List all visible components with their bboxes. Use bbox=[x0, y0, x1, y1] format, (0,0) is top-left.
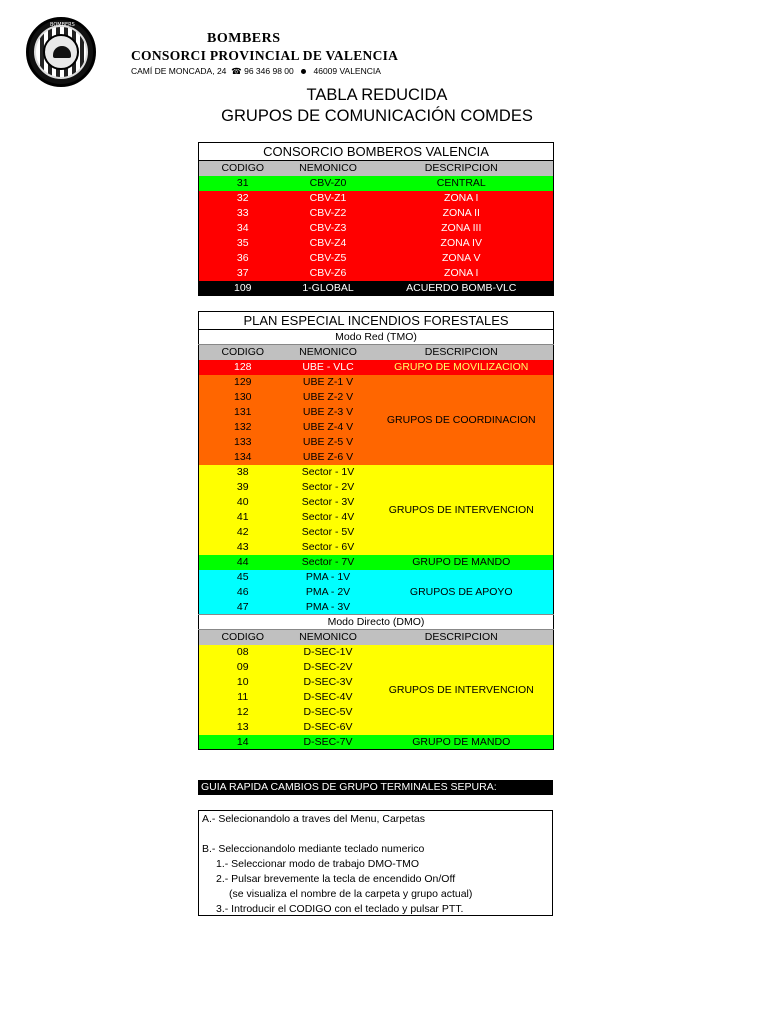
group-description-cell: GRUPO DE MANDO bbox=[370, 735, 554, 750]
guide-box bbox=[198, 810, 553, 916]
org-name: BOMBERS bbox=[207, 31, 281, 46]
org-subtitle: CONSORCI PROVINCIAL DE VALENCIA bbox=[131, 48, 399, 63]
codigo-cell: 133 bbox=[199, 435, 287, 450]
guide-line-b: B.- Seleccionandolo mediante teclado numerico bbox=[202, 843, 425, 855]
codigo-cell: 47 bbox=[199, 600, 287, 615]
nemonico-cell: D-SEC-2V bbox=[287, 660, 370, 675]
codigo-cell: 109 bbox=[199, 281, 287, 296]
group-description-cell: GRUPOS DE COORDINACION bbox=[370, 375, 554, 465]
phone-text: 96 346 98 00 bbox=[244, 66, 294, 76]
nemonico-cell: D-SEC-1V bbox=[287, 645, 370, 660]
table-row bbox=[199, 281, 554, 296]
table-row bbox=[199, 191, 554, 206]
helmet-icon bbox=[53, 46, 71, 58]
group-description-cell: GRUPOS DE INTERVENCION bbox=[370, 465, 554, 555]
codigo-cell: 09 bbox=[199, 660, 287, 675]
org-address-line bbox=[131, 66, 381, 77]
nemonico-cell: CBV-Z3 bbox=[287, 221, 370, 236]
codigo-cell: 36 bbox=[199, 251, 287, 266]
header-codigo: CODIGO bbox=[199, 161, 287, 176]
nemonico-cell: PMA - 3V bbox=[287, 600, 370, 615]
header-codigo: CODIGO bbox=[199, 345, 287, 360]
nemonico-cell: Sector - 6V bbox=[287, 540, 370, 555]
codigo-cell: 11 bbox=[199, 690, 287, 705]
table-row bbox=[199, 176, 554, 191]
bombers-logo bbox=[26, 17, 96, 87]
codigo-cell: 10 bbox=[199, 675, 287, 690]
nemonico-cell: CBV-Z1 bbox=[287, 191, 370, 206]
table-header bbox=[199, 630, 554, 645]
header-codigo: CODIGO bbox=[199, 630, 287, 645]
codigo-cell: 39 bbox=[199, 480, 287, 495]
nemonico-cell: D-SEC-5V bbox=[287, 705, 370, 720]
table-row bbox=[199, 735, 554, 750]
nemonico-cell: 1-GLOBAL bbox=[287, 281, 370, 296]
page-title: TABLA REDUCIDA bbox=[306, 86, 448, 104]
nemonico-cell: D-SEC-4V bbox=[287, 690, 370, 705]
mode-dmo-label: Modo Directo (DMO) bbox=[199, 615, 554, 630]
table-plan-forestales bbox=[198, 311, 554, 750]
table-row bbox=[199, 375, 554, 390]
table-row bbox=[199, 465, 554, 480]
codigo-cell: 40 bbox=[199, 495, 287, 510]
codigo-cell: 37 bbox=[199, 266, 287, 281]
nemonico-cell: UBE Z-3 V bbox=[287, 405, 370, 420]
table-title: PLAN ESPECIAL INCENDIOS FORESTALES bbox=[199, 312, 554, 330]
nemonico-cell: D-SEC-7V bbox=[287, 735, 370, 750]
nemonico-cell: CBV-Z2 bbox=[287, 206, 370, 221]
bullet-icon bbox=[301, 69, 306, 74]
codigo-cell: 33 bbox=[199, 206, 287, 221]
nemonico-cell: CBV-Z4 bbox=[287, 236, 370, 251]
table-row bbox=[199, 266, 554, 281]
descripcion-cell: CENTRAL bbox=[370, 176, 554, 191]
guide-step-3: 3.- Introducir el CODIGO con el teclado y pulsar PTT. bbox=[216, 903, 464, 915]
descripcion-cell: ZONA I bbox=[370, 191, 554, 206]
nemonico-cell: UBE Z-1 V bbox=[287, 375, 370, 390]
table-consorcio bbox=[198, 142, 554, 296]
logo-core bbox=[43, 34, 79, 70]
header-nemonico: NEMONICO bbox=[287, 161, 370, 176]
table-row bbox=[199, 221, 554, 236]
nemonico-cell: Sector - 4V bbox=[287, 510, 370, 525]
table-header bbox=[199, 161, 554, 176]
logo-text: BOMBERS bbox=[50, 22, 75, 28]
codigo-cell: 08 bbox=[199, 645, 287, 660]
postal-text: 46009 VALENCIA bbox=[313, 66, 381, 76]
nemonico-cell: Sector - 7V bbox=[287, 555, 370, 570]
codigo-cell: 31 bbox=[199, 176, 287, 191]
header-nemonico: NEMONICO bbox=[287, 345, 370, 360]
table-title: CONSORCIO BOMBEROS VALENCIA bbox=[199, 143, 554, 161]
page-subtitle: GRUPOS DE COMUNICACIÓN COMDES bbox=[221, 107, 533, 125]
codigo-cell: 129 bbox=[199, 375, 287, 390]
table-header bbox=[199, 345, 554, 360]
codigo-cell: 131 bbox=[199, 405, 287, 420]
group-description-cell: GRUPO DE MANDO bbox=[370, 555, 554, 570]
codigo-cell: 132 bbox=[199, 420, 287, 435]
nemonico-cell: D-SEC-3V bbox=[287, 675, 370, 690]
descripcion-cell: ZONA III bbox=[370, 221, 554, 236]
nemonico-cell: UBE Z-6 V bbox=[287, 450, 370, 465]
nemonico-cell: CBV-Z0 bbox=[287, 176, 370, 191]
codigo-cell: 34 bbox=[199, 221, 287, 236]
table-row bbox=[199, 251, 554, 266]
guide-step-2-note: (se visualiza el nombre de la carpeta y grupo actual) bbox=[229, 888, 473, 900]
header-descripcion: DESCRIPCION bbox=[370, 345, 554, 360]
guide-line-a: A.- Selecionandolo a traves del Menu, Carpetas bbox=[202, 813, 425, 825]
nemonico-cell: PMA - 2V bbox=[287, 585, 370, 600]
nemonico-cell: UBE Z-5 V bbox=[287, 435, 370, 450]
table-row bbox=[199, 570, 554, 585]
nemonico-cell: UBE - VLC bbox=[287, 360, 370, 375]
codigo-cell: 46 bbox=[199, 585, 287, 600]
codigo-cell: 134 bbox=[199, 450, 287, 465]
guide-title: GUIA RAPIDA CAMBIOS DE GRUPO TERMINALES SEPURA: bbox=[198, 780, 553, 795]
group-description-cell: GRUPOS DE INTERVENCION bbox=[370, 645, 554, 735]
table-row bbox=[199, 645, 554, 660]
descripcion-cell: ACUERDO BOMB-VLC bbox=[370, 281, 554, 296]
guide-step-2: 2.- Pulsar brevemente la tecla de encendido On/Off bbox=[216, 873, 456, 885]
codigo-cell: 13 bbox=[199, 720, 287, 735]
nemonico-cell: UBE Z-4 V bbox=[287, 420, 370, 435]
nemonico-cell: Sector - 2V bbox=[287, 480, 370, 495]
codigo-cell: 14 bbox=[199, 735, 287, 750]
nemonico-cell: CBV-Z6 bbox=[287, 266, 370, 281]
descripcion-cell: ZONA IV bbox=[370, 236, 554, 251]
address-text: CAMÍ DE MONCADA, 24 bbox=[131, 66, 227, 76]
codigo-cell: 35 bbox=[199, 236, 287, 251]
table-row bbox=[199, 360, 554, 375]
codigo-cell: 45 bbox=[199, 570, 287, 585]
table-row bbox=[199, 206, 554, 221]
codigo-cell: 12 bbox=[199, 705, 287, 720]
codigo-cell: 128 bbox=[199, 360, 287, 375]
header-descripcion: DESCRIPCION bbox=[370, 161, 554, 176]
codigo-cell: 44 bbox=[199, 555, 287, 570]
descripcion-cell: ZONA I bbox=[370, 266, 554, 281]
phone-icon: ☎ bbox=[231, 66, 242, 76]
table-row bbox=[199, 555, 554, 570]
nemonico-cell: Sector - 3V bbox=[287, 495, 370, 510]
table-row bbox=[199, 236, 554, 251]
group-description-cell: GRUPOS DE APOYO bbox=[370, 570, 554, 615]
nemonico-cell: Sector - 5V bbox=[287, 525, 370, 540]
nemonico-cell: UBE Z-2 V bbox=[287, 390, 370, 405]
codigo-cell: 32 bbox=[199, 191, 287, 206]
nemonico-cell: Sector - 1V bbox=[287, 465, 370, 480]
codigo-cell: 38 bbox=[199, 465, 287, 480]
mode-tmo-label: Modo Red (TMO) bbox=[199, 330, 554, 345]
codigo-cell: 43 bbox=[199, 540, 287, 555]
descripcion-cell: ZONA V bbox=[370, 251, 554, 266]
header-nemonico: NEMONICO bbox=[287, 630, 370, 645]
group-description-cell: GRUPO DE MOVILIZACION bbox=[370, 360, 554, 375]
nemonico-cell: CBV-Z5 bbox=[287, 251, 370, 266]
codigo-cell: 130 bbox=[199, 390, 287, 405]
nemonico-cell: D-SEC-6V bbox=[287, 720, 370, 735]
header-descripcion: DESCRIPCION bbox=[370, 630, 554, 645]
guide-step-1: 1.- Seleccionar modo de trabajo DMO-TMO bbox=[216, 858, 420, 870]
codigo-cell: 41 bbox=[199, 510, 287, 525]
codigo-cell: 42 bbox=[199, 525, 287, 540]
nemonico-cell: PMA - 1V bbox=[287, 570, 370, 585]
descripcion-cell: ZONA II bbox=[370, 206, 554, 221]
